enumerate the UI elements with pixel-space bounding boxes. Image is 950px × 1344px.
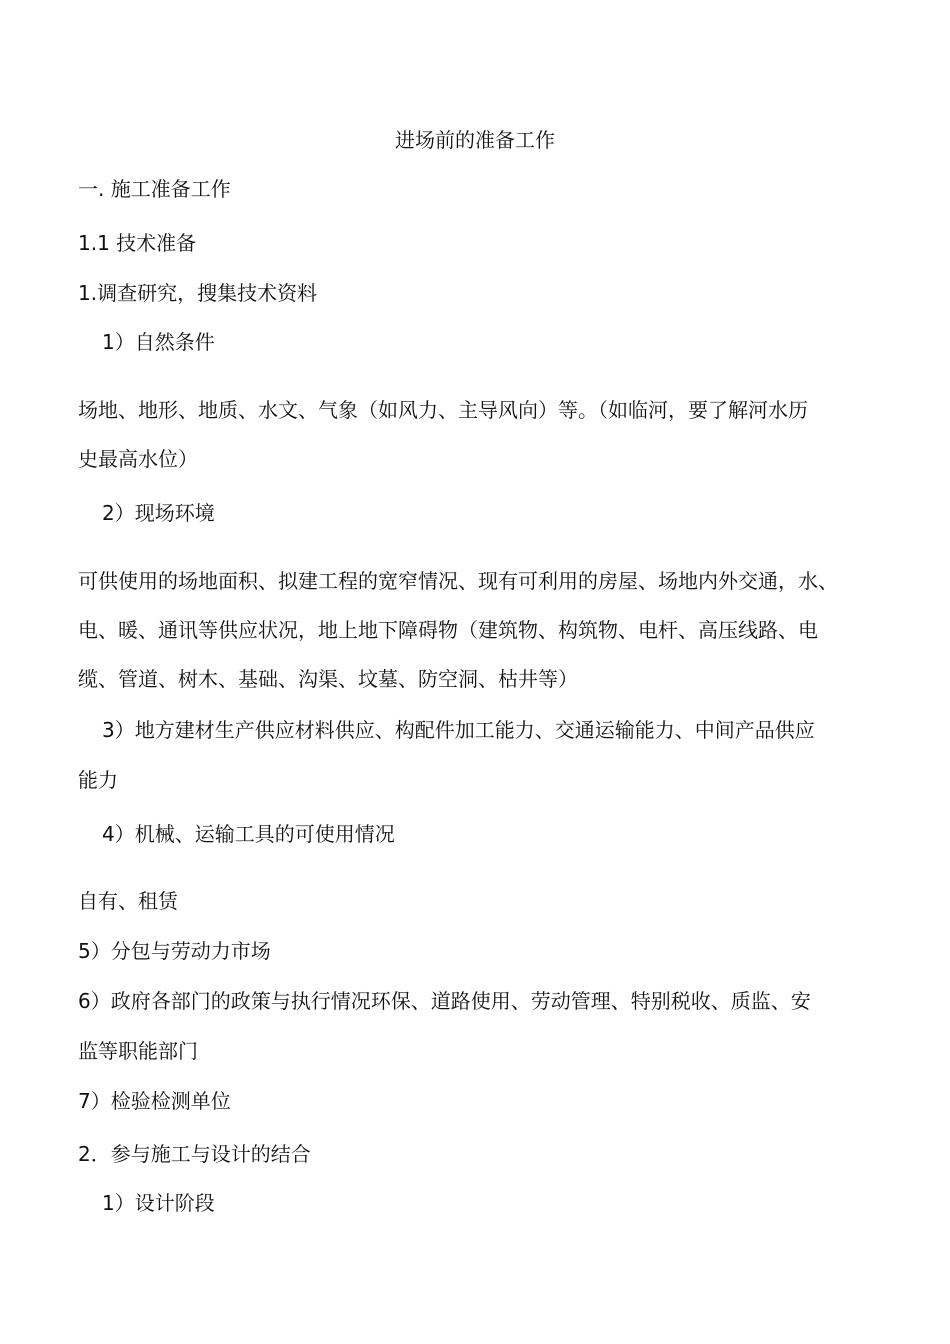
item-heading: 2．参与施工与设计的结合 bbox=[78, 1142, 311, 1166]
sub-item-heading: 7）检验检测单位 bbox=[78, 1089, 231, 1113]
paragraph-line: 能力 bbox=[78, 768, 118, 792]
sub-item-heading: 6）政府各部门的政策与执行情况环保、道路使用、劳动管理、特别税收、质监、安 bbox=[78, 989, 811, 1013]
sub-item-heading: 3）地方建材生产供应材料供应、构配件加工能力、交通运输能力、中间产品供应 bbox=[102, 718, 815, 742]
paragraph-line: 场地、地形、地质、水文、气象（如风力、主导风向）等。（如临河，要了解河水历 bbox=[78, 398, 808, 422]
document-title: 进场前的准备工作 bbox=[395, 128, 555, 152]
subsection-heading: 1.1 技术准备 bbox=[78, 231, 197, 255]
paragraph-line: 监等职能部门 bbox=[78, 1039, 198, 1063]
item-heading: 1.调查研究，搜集技术资料 bbox=[78, 281, 318, 305]
paragraph-line: 电、暖、通讯等供应状况，地上地下障碍物（建筑物、构筑物、电杆、高压线路、电 bbox=[78, 618, 818, 642]
sub-item-heading: 2）现场环境 bbox=[102, 501, 215, 525]
sub-item-heading: 5）分包与劳动力市场 bbox=[78, 939, 271, 963]
sub-item-heading: 1）设计阶段 bbox=[102, 1191, 215, 1215]
sub-item-heading: 1）自然条件 bbox=[102, 330, 215, 354]
paragraph-line: 史最高水位） bbox=[78, 447, 198, 471]
paragraph-line: 缆、管道、树木、基础、沟渠、坟墓、防空洞、枯井等） bbox=[78, 667, 578, 691]
paragraph-line: 可供使用的场地面积、拟建工程的宽窄情况、现有可利用的房屋、场地内外交通，水、 bbox=[78, 569, 838, 593]
paragraph-line: 自有、租赁 bbox=[78, 889, 178, 913]
section-heading: 一. 施工准备工作 bbox=[78, 177, 231, 201]
sub-item-heading: 4）机械、运输工具的可使用情况 bbox=[102, 822, 395, 846]
